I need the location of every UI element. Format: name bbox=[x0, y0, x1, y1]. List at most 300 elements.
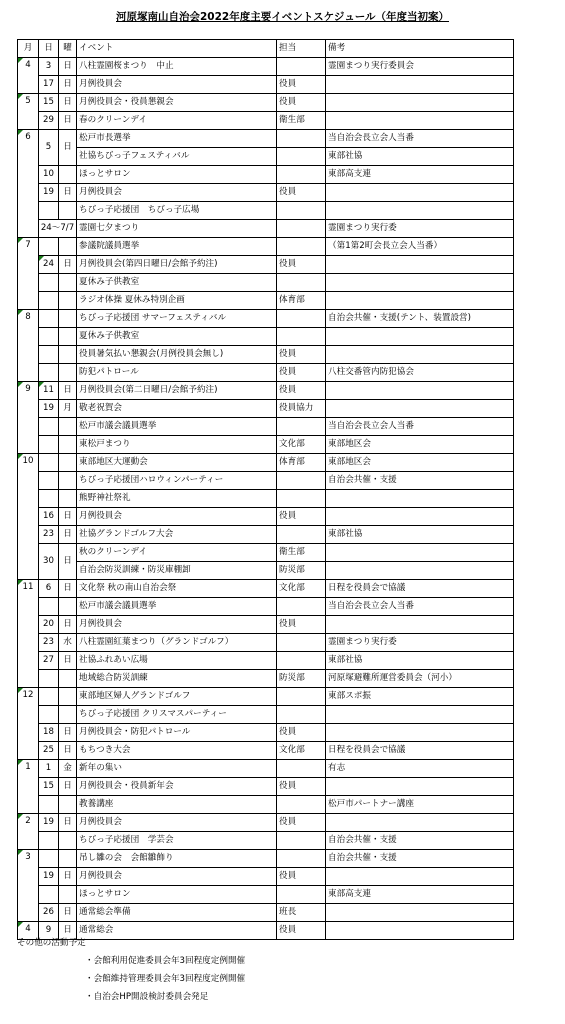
corner-marker-icon bbox=[18, 922, 23, 927]
remarks-cell: 東部地区会 bbox=[326, 436, 514, 454]
event-cell: 松戸市長選挙 bbox=[77, 130, 277, 148]
day-cell bbox=[39, 526, 59, 544]
table-row bbox=[18, 346, 514, 364]
owner-cell: 防災部 bbox=[277, 670, 326, 688]
remarks-cell bbox=[326, 922, 514, 940]
remarks-cell: 当自治会長立会人当番 bbox=[326, 598, 514, 616]
weekday-cell: 日 bbox=[59, 76, 77, 94]
corner-marker-icon bbox=[18, 310, 23, 315]
weekday-cell: 日 bbox=[59, 778, 77, 796]
month-cell bbox=[18, 382, 39, 454]
remarks-cell bbox=[326, 706, 514, 724]
table-row bbox=[18, 274, 514, 292]
owner-cell: 役員 bbox=[277, 346, 326, 364]
day-cell bbox=[39, 202, 59, 220]
day-cell bbox=[39, 850, 59, 868]
remarks-cell: 東部社協 bbox=[326, 148, 514, 166]
table-row bbox=[18, 112, 514, 130]
weekday-cell bbox=[59, 292, 77, 310]
header-event: イベント bbox=[77, 40, 277, 58]
event-cell: ちびっ子応援団 クリスマスパーティー bbox=[77, 706, 277, 724]
event-cell: ちびっ子応援団 ちびっ子広場 bbox=[77, 202, 277, 220]
month-label: 12 bbox=[22, 690, 34, 700]
weekday-cell bbox=[59, 364, 77, 382]
remarks-cell: 当自治会長立会人当番 bbox=[326, 418, 514, 436]
weekday-cell: 日 bbox=[59, 868, 77, 886]
owner-cell: 役員 bbox=[277, 256, 326, 274]
day-label: 17 bbox=[43, 79, 54, 89]
weekday-cell: 日 bbox=[59, 544, 77, 580]
table-row bbox=[18, 238, 514, 256]
corner-marker-icon bbox=[39, 382, 44, 387]
day-cell: 24〜7/7 bbox=[39, 220, 77, 238]
weekday-cell: 日 bbox=[59, 184, 77, 202]
corner-marker-icon bbox=[18, 94, 23, 99]
table-row bbox=[18, 634, 514, 652]
event-cell: 通常総会 bbox=[77, 922, 277, 940]
event-cell: 月例役員会 bbox=[77, 814, 277, 832]
header-weekday: 曜 bbox=[59, 40, 77, 58]
weekday-cell bbox=[59, 166, 77, 184]
remarks-cell: 東部スポ振 bbox=[326, 688, 514, 706]
event-cell: 社協ちびっ子フェスティバル bbox=[77, 148, 277, 166]
owner-cell: 役員協力 bbox=[277, 400, 326, 418]
remarks-cell bbox=[326, 400, 514, 418]
weekday-cell: 日 bbox=[59, 58, 77, 76]
table-row bbox=[18, 220, 514, 238]
event-cell: 月例役員会(第二日曜日/会館予約注) bbox=[77, 382, 277, 400]
day-label: 9 bbox=[45, 925, 52, 935]
remarks-cell: 河原塚避難所運営委員会（河小） bbox=[326, 670, 514, 688]
owner-cell: 役員 bbox=[277, 94, 326, 112]
event-cell: 月例役員会・防犯パトロール bbox=[77, 724, 277, 742]
remarks-cell: 霊園まつり実行委員会 bbox=[326, 58, 514, 76]
event-cell: 松戸市議会議員選挙 bbox=[77, 418, 277, 436]
month-cell bbox=[18, 238, 39, 310]
owner-cell bbox=[277, 526, 326, 544]
day-cell bbox=[39, 580, 59, 598]
month-cell bbox=[18, 94, 39, 130]
weekday-cell bbox=[59, 238, 77, 256]
header-day: 日 bbox=[39, 40, 59, 58]
day-cell bbox=[39, 400, 59, 418]
event-cell: 月例役員会 bbox=[77, 508, 277, 526]
event-cell: 東部地区婦人グランドゴルフ bbox=[77, 688, 277, 706]
table-row bbox=[18, 904, 514, 922]
owner-cell: 役員 bbox=[277, 76, 326, 94]
remarks-cell bbox=[326, 328, 514, 346]
month-label: 3 bbox=[25, 852, 31, 862]
table-row bbox=[18, 724, 514, 742]
day-label: 19 bbox=[43, 187, 54, 197]
header-remarks: 備考 bbox=[326, 40, 514, 58]
day-cell bbox=[39, 166, 59, 184]
table-row bbox=[18, 166, 514, 184]
owner-cell: 衛生部 bbox=[277, 544, 326, 562]
table-row bbox=[18, 130, 514, 148]
owner-cell bbox=[277, 130, 326, 148]
owner-cell bbox=[277, 202, 326, 220]
month-cell bbox=[18, 58, 39, 94]
event-cell: 松戸市議会議員選挙 bbox=[77, 598, 277, 616]
day-label: 24 bbox=[43, 259, 54, 269]
remarks-cell: 自治会共催・支援 bbox=[326, 850, 514, 868]
day-cell bbox=[39, 58, 59, 76]
weekday-cell bbox=[59, 274, 77, 292]
corner-marker-icon bbox=[18, 688, 23, 693]
corner-marker-icon bbox=[18, 580, 23, 585]
day-cell bbox=[39, 796, 59, 814]
remarks-cell: 東部高支連 bbox=[326, 166, 514, 184]
month-label: 2 bbox=[25, 816, 31, 826]
table-row bbox=[18, 256, 514, 274]
table-row bbox=[18, 742, 514, 760]
event-cell: 夏休み子供教室 bbox=[77, 328, 277, 346]
day-cell bbox=[39, 634, 59, 652]
owner-cell bbox=[277, 328, 326, 346]
remarks-cell bbox=[326, 868, 514, 886]
event-cell: 吊し雛の会 会館雛飾り bbox=[77, 850, 277, 868]
owner-cell: 役員 bbox=[277, 868, 326, 886]
weekday-cell: 日 bbox=[59, 112, 77, 130]
table-row bbox=[18, 310, 514, 328]
day-cell bbox=[39, 688, 59, 706]
weekday-cell bbox=[59, 796, 77, 814]
owner-cell: 体育部 bbox=[277, 454, 326, 472]
weekday-cell bbox=[59, 850, 77, 868]
table-row bbox=[18, 616, 514, 634]
event-cell: 月例役員会 bbox=[77, 868, 277, 886]
day-cell bbox=[39, 508, 59, 526]
corner-marker-icon bbox=[18, 850, 23, 855]
weekday-cell: 日 bbox=[59, 526, 77, 544]
remarks-cell bbox=[326, 724, 514, 742]
event-cell: 新年の集い bbox=[77, 760, 277, 778]
event-cell: 八柱霊園紅葉まつり（グランドゴルフ） bbox=[77, 634, 277, 652]
corner-marker-icon bbox=[39, 256, 44, 261]
event-cell: ラジオ体操 夏休み特別企画 bbox=[77, 292, 277, 310]
table-row bbox=[18, 328, 514, 346]
remarks-cell bbox=[326, 508, 514, 526]
weekday-cell bbox=[59, 598, 77, 616]
weekday-cell bbox=[59, 688, 77, 706]
owner-cell: 役員 bbox=[277, 724, 326, 742]
corner-marker-icon bbox=[18, 58, 23, 63]
remarks-cell bbox=[326, 202, 514, 220]
weekday-cell: 日 bbox=[59, 742, 77, 760]
day-cell bbox=[39, 292, 59, 310]
event-cell: 教養講座 bbox=[77, 796, 277, 814]
event-cell: 月例役員会 bbox=[77, 76, 277, 94]
table-row bbox=[18, 706, 514, 724]
table-row bbox=[18, 544, 514, 562]
day-label: 29 bbox=[43, 115, 54, 125]
owner-cell bbox=[277, 652, 326, 670]
month-label: 7 bbox=[25, 240, 31, 250]
weekday-cell: 日 bbox=[59, 382, 77, 400]
owner-cell: 文化部 bbox=[277, 436, 326, 454]
month-label: 6 bbox=[25, 132, 31, 142]
owner-cell bbox=[277, 886, 326, 904]
day-cell bbox=[39, 364, 59, 382]
day-cell bbox=[39, 238, 59, 256]
event-cell: 月例役員会 bbox=[77, 616, 277, 634]
remarks-cell: 東部社協 bbox=[326, 526, 514, 544]
event-cell: ちびっ子応援団 学芸会 bbox=[77, 832, 277, 850]
remarks-cell bbox=[326, 274, 514, 292]
day-label: 6 bbox=[45, 583, 52, 593]
month-label: 11 bbox=[22, 582, 34, 592]
owner-cell bbox=[277, 418, 326, 436]
day-cell bbox=[39, 256, 59, 274]
weekday-cell: 日 bbox=[59, 724, 77, 742]
page-title: 河原塚南山自治会2022年度主要イベントスケジュール（年度当初案） bbox=[116, 11, 449, 23]
owner-cell: 役員 bbox=[277, 814, 326, 832]
remarks-cell: 当自治会長立会人当番 bbox=[326, 130, 514, 148]
owner-cell: 役員 bbox=[277, 616, 326, 634]
event-cell: 東部地区大運動会 bbox=[77, 454, 277, 472]
weekday-cell bbox=[59, 832, 77, 850]
day-cell bbox=[39, 490, 59, 508]
weekday-cell: 水 bbox=[59, 634, 77, 652]
remarks-cell: 東部地区会 bbox=[326, 454, 514, 472]
corner-marker-icon bbox=[18, 238, 23, 243]
owner-cell: 役員 bbox=[277, 778, 326, 796]
remarks-cell bbox=[326, 76, 514, 94]
owner-cell: 衛生部 bbox=[277, 112, 326, 130]
table-row bbox=[18, 382, 514, 400]
owner-cell bbox=[277, 634, 326, 652]
weekday-cell bbox=[59, 328, 77, 346]
event-cell: 月例役員会 bbox=[77, 184, 277, 202]
weekday-cell bbox=[59, 310, 77, 328]
event-cell: ちびっ子応援団ハロウィンパーティー bbox=[77, 472, 277, 490]
owner-cell bbox=[277, 58, 326, 76]
table-row bbox=[18, 886, 514, 904]
day-label: 10 bbox=[43, 169, 54, 179]
day-label: 1 bbox=[45, 763, 52, 773]
month-cell bbox=[18, 130, 39, 238]
table-row bbox=[18, 868, 514, 886]
weekday-cell bbox=[59, 346, 77, 364]
owner-cell: 班長 bbox=[277, 904, 326, 922]
table-row bbox=[18, 436, 514, 454]
event-cell: 月例役員会・役員懇親会 bbox=[77, 94, 277, 112]
month-cell bbox=[18, 454, 39, 580]
table-row bbox=[18, 58, 514, 76]
table-row bbox=[18, 652, 514, 670]
month-cell bbox=[18, 760, 39, 814]
event-cell: 通常総会準備 bbox=[77, 904, 277, 922]
month-label: 8 bbox=[25, 312, 31, 322]
owner-cell bbox=[277, 760, 326, 778]
table-row bbox=[18, 508, 514, 526]
weekday-cell: 日 bbox=[59, 130, 77, 166]
event-cell: 文化祭 秋の南山自治会祭 bbox=[77, 580, 277, 598]
day-label: 27 bbox=[43, 655, 54, 665]
owner-cell bbox=[277, 850, 326, 868]
remarks-cell bbox=[326, 562, 514, 580]
day-cell bbox=[39, 670, 59, 688]
event-cell: 月例役員会・役員新年会 bbox=[77, 778, 277, 796]
weekday-cell bbox=[59, 490, 77, 508]
weekday-cell: 日 bbox=[59, 94, 77, 112]
month-cell bbox=[18, 814, 39, 850]
month-label: 10 bbox=[22, 456, 34, 466]
owner-cell bbox=[277, 490, 326, 508]
day-cell bbox=[39, 310, 59, 328]
owner-cell bbox=[277, 238, 326, 256]
owner-cell: 役員 bbox=[277, 382, 326, 400]
weekday-cell: 日 bbox=[59, 508, 77, 526]
day-label: 19 bbox=[43, 817, 54, 827]
remarks-cell: 日程を役員会で協議 bbox=[326, 580, 514, 598]
weekday-cell bbox=[59, 418, 77, 436]
day-label: 19 bbox=[43, 871, 54, 881]
table-row bbox=[18, 184, 514, 202]
corner-marker-icon bbox=[18, 814, 23, 819]
table-row bbox=[18, 562, 514, 580]
table-row bbox=[18, 418, 514, 436]
weekday-cell: 日 bbox=[59, 580, 77, 598]
day-cell bbox=[39, 886, 59, 904]
day-label: 11 bbox=[43, 385, 54, 395]
day-cell bbox=[39, 652, 59, 670]
day-label: 16 bbox=[43, 511, 54, 521]
day-label: 23 bbox=[43, 529, 54, 539]
event-cell: 役員暑気払い懇親会(月例役員会無し) bbox=[77, 346, 277, 364]
table-row bbox=[18, 850, 514, 868]
owner-cell bbox=[277, 310, 326, 328]
event-cell: ちびっ子応援団 サマーフェスティバル bbox=[77, 310, 277, 328]
day-cell bbox=[39, 76, 59, 94]
weekday-cell: 日 bbox=[59, 652, 77, 670]
weekday-cell: 日 bbox=[59, 256, 77, 274]
remarks-cell: 霊園まつり実行委 bbox=[326, 220, 514, 238]
event-cell: もちつき大会 bbox=[77, 742, 277, 760]
header-month: 月 bbox=[18, 40, 39, 58]
month-cell bbox=[18, 310, 39, 382]
weekday-cell bbox=[59, 472, 77, 490]
day-cell bbox=[39, 184, 59, 202]
table-row bbox=[18, 202, 514, 220]
day-cell bbox=[39, 706, 59, 724]
remarks-cell: （第1第2町会長立会人当番） bbox=[326, 238, 514, 256]
owner-cell bbox=[277, 832, 326, 850]
remarks-cell bbox=[326, 346, 514, 364]
owner-cell: 体育部 bbox=[277, 292, 326, 310]
table-row bbox=[18, 814, 514, 832]
corner-marker-icon bbox=[18, 760, 23, 765]
owner-cell: 文化部 bbox=[277, 580, 326, 598]
event-cell: 熊野神社祭礼 bbox=[77, 490, 277, 508]
event-cell: 敬老祝賀会 bbox=[77, 400, 277, 418]
weekday-cell bbox=[59, 436, 77, 454]
event-cell: 社協ふれあい広場 bbox=[77, 652, 277, 670]
remarks-cell bbox=[326, 292, 514, 310]
day-cell bbox=[39, 382, 59, 400]
day-cell bbox=[39, 724, 59, 742]
event-cell: 月例役員会(第四日曜日/会館予約注) bbox=[77, 256, 277, 274]
remarks-cell: 東部社協 bbox=[326, 652, 514, 670]
owner-cell: 役員 bbox=[277, 184, 326, 202]
header-owner: 担当 bbox=[277, 40, 326, 58]
event-cell: 春のクリーンデイ bbox=[77, 112, 277, 130]
weekday-cell: 月 bbox=[59, 400, 77, 418]
month-label: 4 bbox=[25, 924, 31, 934]
day-label: 20 bbox=[43, 619, 54, 629]
event-cell: 防犯パトロール bbox=[77, 364, 277, 382]
day-cell bbox=[39, 130, 59, 166]
month-cell bbox=[18, 688, 39, 760]
weekday-cell bbox=[59, 706, 77, 724]
remarks-cell: 自治会共催・支援 bbox=[326, 832, 514, 850]
table-header-row bbox=[18, 40, 514, 58]
month-label: 9 bbox=[25, 384, 31, 394]
day-cell bbox=[39, 904, 59, 922]
table-row bbox=[18, 832, 514, 850]
table-row bbox=[18, 526, 514, 544]
day-cell bbox=[39, 832, 59, 850]
remarks-cell bbox=[326, 490, 514, 508]
schedule-table bbox=[17, 39, 514, 940]
table-row bbox=[18, 454, 514, 472]
owner-cell: 役員 bbox=[277, 922, 326, 940]
day-cell bbox=[39, 328, 59, 346]
owner-cell: 文化部 bbox=[277, 742, 326, 760]
day-label: 26 bbox=[43, 907, 54, 917]
day-label: 3 bbox=[45, 61, 52, 71]
month-label: 5 bbox=[25, 96, 31, 106]
owner-cell bbox=[277, 598, 326, 616]
weekday-cell bbox=[59, 670, 77, 688]
remarks-cell bbox=[326, 814, 514, 832]
remarks-cell: 有志 bbox=[326, 760, 514, 778]
day-cell bbox=[39, 436, 59, 454]
day-cell bbox=[39, 814, 59, 832]
remarks-cell bbox=[326, 256, 514, 274]
table-row bbox=[18, 670, 514, 688]
owner-cell: 防災部 bbox=[277, 562, 326, 580]
remarks-cell bbox=[326, 184, 514, 202]
weekday-cell bbox=[59, 886, 77, 904]
day-label: 18 bbox=[43, 727, 54, 737]
remarks-cell bbox=[326, 544, 514, 562]
remarks-cell: 八柱交番管内防犯協会 bbox=[326, 364, 514, 382]
day-cell bbox=[39, 94, 59, 112]
remarks-cell bbox=[326, 778, 514, 796]
weekday-cell: 日 bbox=[59, 616, 77, 634]
table-row bbox=[18, 364, 514, 382]
event-cell: ほっとサロン bbox=[77, 886, 277, 904]
remarks-cell: 松戸市パートナー講座 bbox=[326, 796, 514, 814]
event-cell: ほっとサロン bbox=[77, 166, 277, 184]
notes-section bbox=[17, 934, 245, 1006]
day-label: 5 bbox=[45, 142, 52, 152]
day-cell bbox=[39, 544, 59, 580]
day-cell bbox=[39, 274, 59, 292]
event-cell: 秋のクリーンデイ bbox=[77, 544, 277, 562]
owner-cell: 役員 bbox=[277, 364, 326, 382]
owner-cell bbox=[277, 472, 326, 490]
weekday-cell: 日 bbox=[59, 904, 77, 922]
owner-cell bbox=[277, 148, 326, 166]
weekday-cell bbox=[59, 454, 77, 472]
remarks-cell bbox=[326, 904, 514, 922]
month-cell bbox=[18, 580, 39, 688]
month-label: 4 bbox=[25, 60, 31, 70]
table-row bbox=[18, 472, 514, 490]
